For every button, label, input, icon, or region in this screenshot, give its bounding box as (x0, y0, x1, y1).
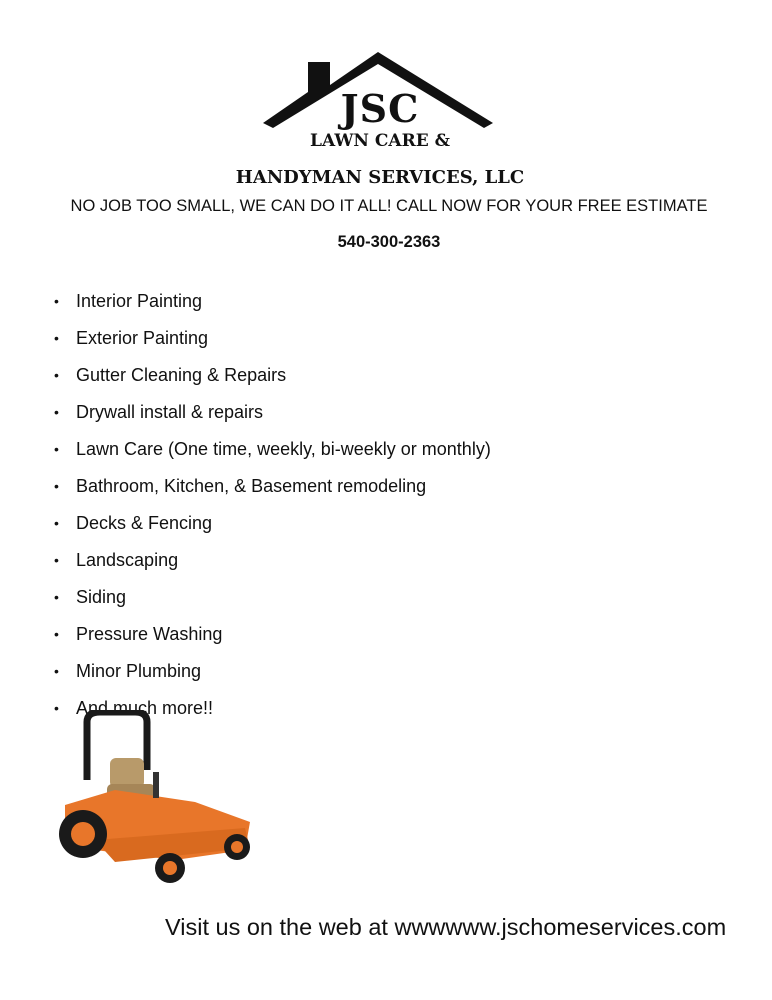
service-label: Minor Plumbing (76, 661, 202, 681)
service-label: Interior Painting (76, 291, 203, 311)
service-item (52, 549, 491, 586)
service-item (52, 438, 491, 475)
service-label: Landscaping (76, 550, 179, 570)
service-item (52, 475, 491, 512)
service-label: Decks & Fencing (76, 513, 213, 533)
service-item (52, 586, 491, 623)
company-name-line2: HANDYMAN SERVICES, LLC (235, 167, 525, 188)
logo-initials: JSC (340, 86, 420, 131)
service-label: Siding (76, 587, 127, 607)
company-name-line1: LAWN CARE & (310, 131, 450, 151)
bullet-icon: • (54, 441, 59, 457)
bullet-icon: • (54, 330, 59, 346)
bullet-icon: • (54, 293, 59, 309)
bullet-icon: • (54, 404, 59, 420)
bullet-icon: • (54, 515, 59, 531)
service-label: Lawn Care (One time, weekly, bi-weekly or monthly) (76, 439, 491, 459)
services-list (52, 290, 491, 734)
bullet-icon: • (54, 367, 59, 383)
phone-number: 540-300-2363 (337, 233, 441, 251)
service-item (52, 364, 491, 401)
website-footer: Visit us on the web at wwwwww.jschomeservices.com (165, 914, 727, 940)
service-label: Pressure Washing (76, 624, 223, 644)
bullet-icon: • (54, 626, 59, 642)
service-item (52, 327, 491, 364)
bullet-icon: • (54, 552, 59, 568)
service-label: Exterior Painting (76, 328, 209, 348)
service-label: Drywall install & repairs (76, 402, 264, 422)
service-item (52, 660, 491, 697)
bullet-icon: • (54, 700, 59, 716)
service-item (52, 290, 491, 327)
service-item (52, 401, 491, 438)
service-item (52, 623, 491, 660)
bullet-icon: • (54, 478, 59, 494)
tagline: NO JOB TOO SMALL, WE CAN DO IT ALL! CALL NOW FOR YOUR FREE ESTIMATE (70, 197, 708, 215)
bullet-icon: • (54, 663, 59, 679)
service-label: And much more!! (76, 698, 214, 718)
service-label: Bathroom, Kitchen, & Basement remodeling (76, 476, 427, 496)
lawn-mower-image (55, 710, 255, 890)
bullet-icon: • (54, 589, 59, 605)
service-label: Gutter Cleaning & Repairs (76, 365, 287, 385)
service-item (52, 512, 491, 549)
